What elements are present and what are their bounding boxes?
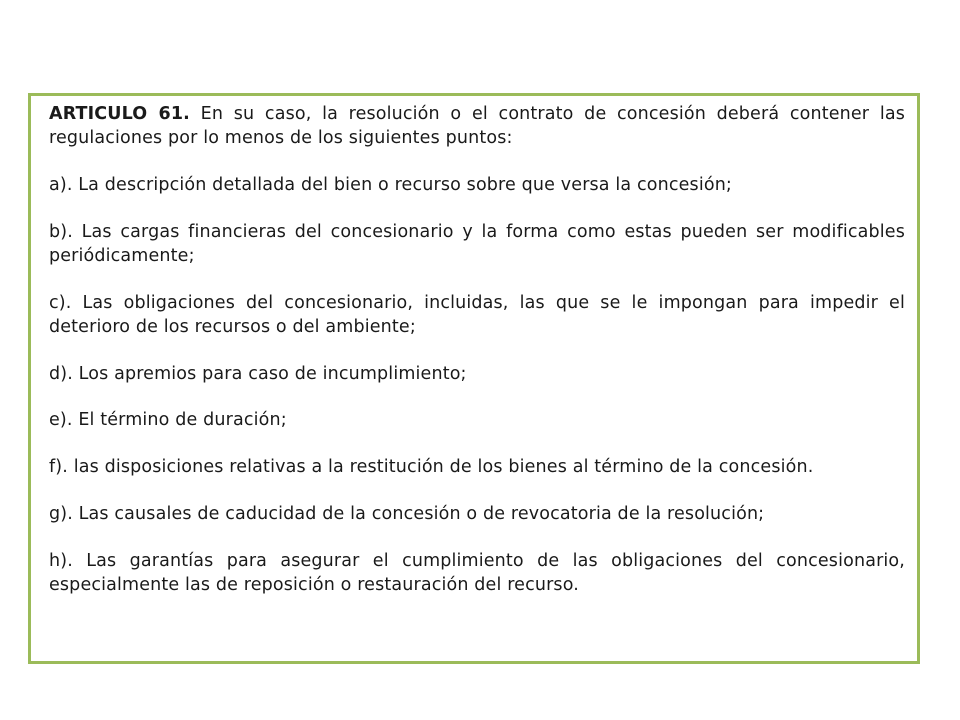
article-intro-text: En su caso, la resolución o el contrato de concesión deberá contener las regulaciones por lo menos de los siguientes puntos: [49,104,905,148]
article-text-box [28,93,920,664]
list-item-d: d). Los apremios para caso de incumplimiento; [49,364,467,384]
list-item-f: f). las disposiciones relativas a la restitución de los bienes al término de la concesión. [49,457,814,477]
article-label: ARTICULO 61. [49,104,190,124]
list-item-b: b). Las cargas financieras del concesionario y la forma como estas pueden ser modificables periódicamente; [49,222,905,266]
article-intro-paragraph [49,102,905,150]
list-item-c: c). Las obligaciones del concesionario, incluidas, las que se le impongan para impedir el deterioro de los recursos o del ambiente; [49,293,905,337]
list-item-a: a). La descripción detallada del bien o recurso sobre que versa la concesión; [49,175,732,195]
list-item-h: h). Las garantías para asegurar el cumplimiento de las obligaciones del concesionario, especialmente las de reposición o restauración del recurso. [49,551,905,595]
list-item-g: g). Las causales de caducidad de la concesión o de revocatoria de la resolución; [49,504,765,524]
list-item-e: e). El término de duración; [49,410,287,430]
